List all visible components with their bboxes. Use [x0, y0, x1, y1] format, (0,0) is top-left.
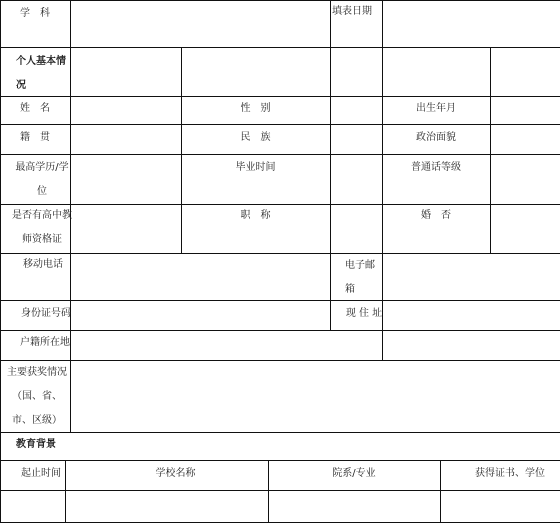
marriage-label: 婚 否 [421, 210, 451, 221]
awards-label: 主要获奖情况（国、省、市、区级） [7, 367, 67, 426]
id-label: 身份证号码 [21, 308, 71, 319]
gender-label: 性 别 [240, 103, 271, 114]
personal-field[interactable] [182, 48, 330, 96]
mandarin-field[interactable] [491, 155, 560, 204]
teacher-cert-field[interactable] [71, 205, 181, 253]
row-line [0, 460, 560, 461]
marriage-field[interactable] [491, 205, 560, 253]
gender-field[interactable] [331, 97, 382, 124]
awards-field[interactable] [71, 361, 560, 432]
birth-field[interactable] [491, 97, 560, 124]
edu-dept-field[interactable] [269, 491, 440, 522]
hukou-label: 户籍所在地 [20, 337, 70, 348]
fill-date-field[interactable] [383, 1, 560, 47]
email-field[interactable] [383, 254, 560, 300]
hukou-extra-field[interactable] [383, 331, 560, 360]
section-education-heading: 教育背景 [16, 439, 56, 450]
title-label: 职 称 [240, 210, 271, 221]
personal-field[interactable] [71, 48, 181, 96]
title-field[interactable] [331, 205, 382, 253]
id-field[interactable] [71, 301, 330, 330]
section-personal-heading: 个人基本情况 [16, 56, 66, 91]
mobile-label: 移动电话 [23, 259, 63, 270]
graduation-label: 毕业时间 [235, 162, 276, 173]
personal-field[interactable] [491, 48, 560, 96]
edu-school-header: 学校名称 [155, 468, 196, 479]
subject-label: 学 科 [20, 8, 50, 19]
address-field[interactable] [383, 301, 560, 330]
name-label: 姓 名 [20, 103, 50, 114]
graduation-field[interactable] [331, 155, 382, 204]
hukou-field[interactable] [71, 331, 382, 360]
degree-field[interactable] [71, 155, 181, 204]
degree-label: 最高学历/学位 [15, 162, 69, 197]
edu-dept-header: 院系/专业 [332, 468, 376, 479]
teacher-cert-label: 是否有高中教师资格证 [12, 210, 72, 245]
personal-field[interactable] [331, 48, 382, 96]
ethnicity-field[interactable] [331, 125, 382, 154]
fill-date-label: 填表日期 [332, 6, 372, 17]
edu-period-header: 起止时间 [21, 468, 61, 479]
birth-label: 出生年月 [416, 103, 456, 114]
subject-field[interactable] [71, 1, 330, 47]
email-label: 电子邮箱 [345, 260, 375, 295]
personal-field[interactable] [383, 48, 490, 96]
edu-certificate-header: 获得证书、学位 [475, 468, 545, 479]
edu-certificate-field[interactable] [441, 491, 560, 522]
address-label: 现 住 址 [345, 308, 383, 319]
edu-school-field[interactable] [66, 491, 268, 522]
native-place-field[interactable] [71, 125, 181, 154]
edu-period-field[interactable] [1, 491, 65, 522]
mobile-field[interactable] [71, 254, 330, 300]
political-label: 政治面貌 [416, 132, 456, 143]
native-place-label: 籍 贯 [20, 132, 50, 143]
political-field[interactable] [491, 125, 560, 154]
name-field[interactable] [71, 97, 181, 124]
ethnicity-label: 民 族 [240, 132, 271, 143]
mandarin-label: 普通话等级 [411, 162, 461, 173]
